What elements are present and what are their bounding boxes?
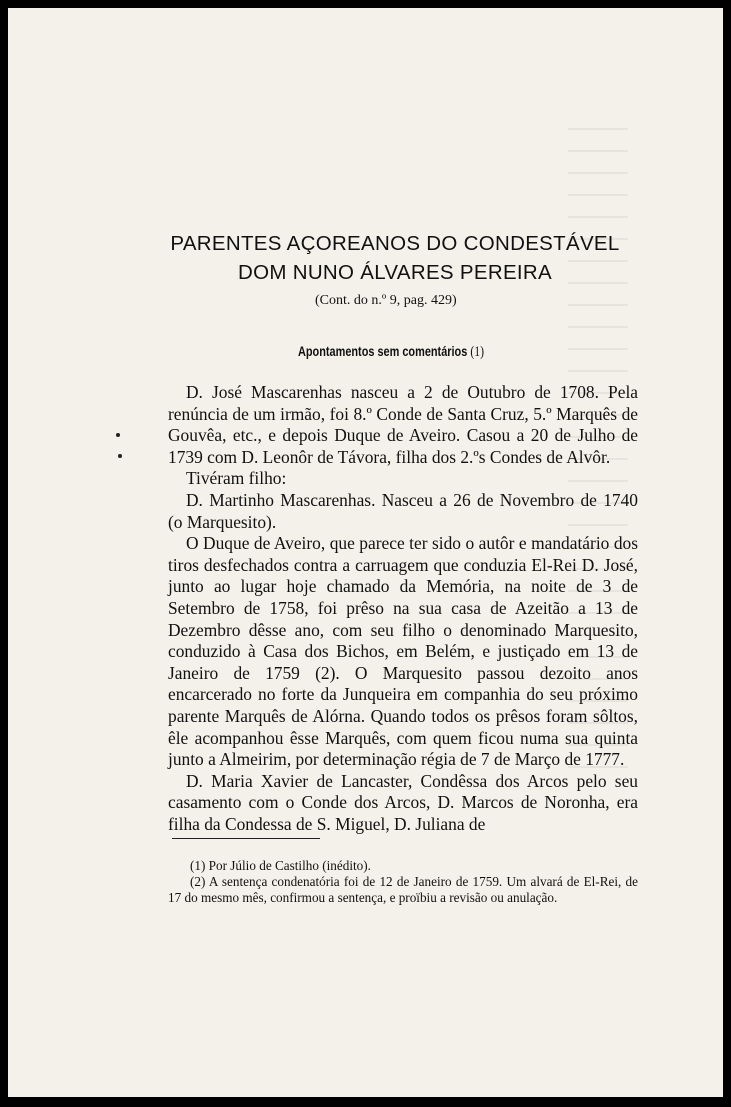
section-footnote-ref: (1) — [470, 344, 484, 360]
margin-mark — [118, 454, 122, 458]
footnote-divider — [172, 838, 320, 839]
article-body — [168, 382, 638, 835]
paragraph: O Duque de Aveiro, que parece ter sido o autôr e mandatário dos tiros desfechados contra a carruagem que conduzia El-Rei D. José, junto ao lugar hoje chamado da Memória, na noite de 3 de Setembro de 1758, foi prêso na sua casa de Azeitão a 13 de Dezembro dêsse ano, com seu filho o denominado Marquesito, conduzido à Casa dos Bichos, em Belém, e justiçado em 13 de Janeiro de 1759 (2). O Marquesito passou dezoito anos encarcerado no forte da Junqueira em companhia do seu próximo parente Marquês de Alórna. Quando todos os prêsos foram sôltos, êle acompanhou êsse Marquês, com quem ficou numa sua quinta junto a Almeirim, por determinação régia de 7 de Março de 1777. — [168, 533, 638, 770]
paragraph: D. José Mascarenhas nasceu a 2 de Outubro de 1708. Pela renúncia de um irmão, foi 8.º Conde de Santa Cruz, 5.º Marquês de Gouvêa, etc., e depois Duque de Aveiro. Casou a 20 de Julho de 1739 com D. Leonôr de Távora, filha dos 2.ºs Condes de Alvôr. — [168, 382, 638, 467]
section-heading — [298, 343, 484, 361]
article-title — [150, 229, 640, 287]
title-line-2: DOM NUNO ÁLVARES PEREIRA — [238, 261, 552, 284]
margin-mark — [116, 433, 120, 437]
paragraph: D. Maria Xavier de Lancaster, Condêssa dos Arcos pelo seu casamento com o Conde dos Arcos, D. Marcos de Noronha, era filha da Condessa de S. Miguel, D. Juliana de — [168, 770, 638, 834]
footnote: (2) A sentença condenatória foi de 12 de Janeiro de 1759. Um alvará de El-Rei, de 17 do mesmo mês, confirmou a sentença, e proïbiu a revisão ou anulação. — [168, 874, 638, 905]
continuation-note: (Cont. do n.º 9, pag. 429) — [315, 293, 457, 308]
footnote: (1) Por Júlio de Castilho (inédito). — [190, 858, 371, 873]
section-heading-text: Apontamentos sem comentários — [298, 343, 468, 359]
footnotes — [168, 858, 638, 906]
paragraph: Tivéram filho: — [186, 468, 287, 489]
title-line-1: PARENTES AÇOREANOS DO CONDESTÁVEL — [170, 232, 620, 255]
paragraph: D. Martinho Mascarenhas. Nasceu a 26 de Novembro de 1740 (o Marquesito). — [168, 489, 638, 532]
